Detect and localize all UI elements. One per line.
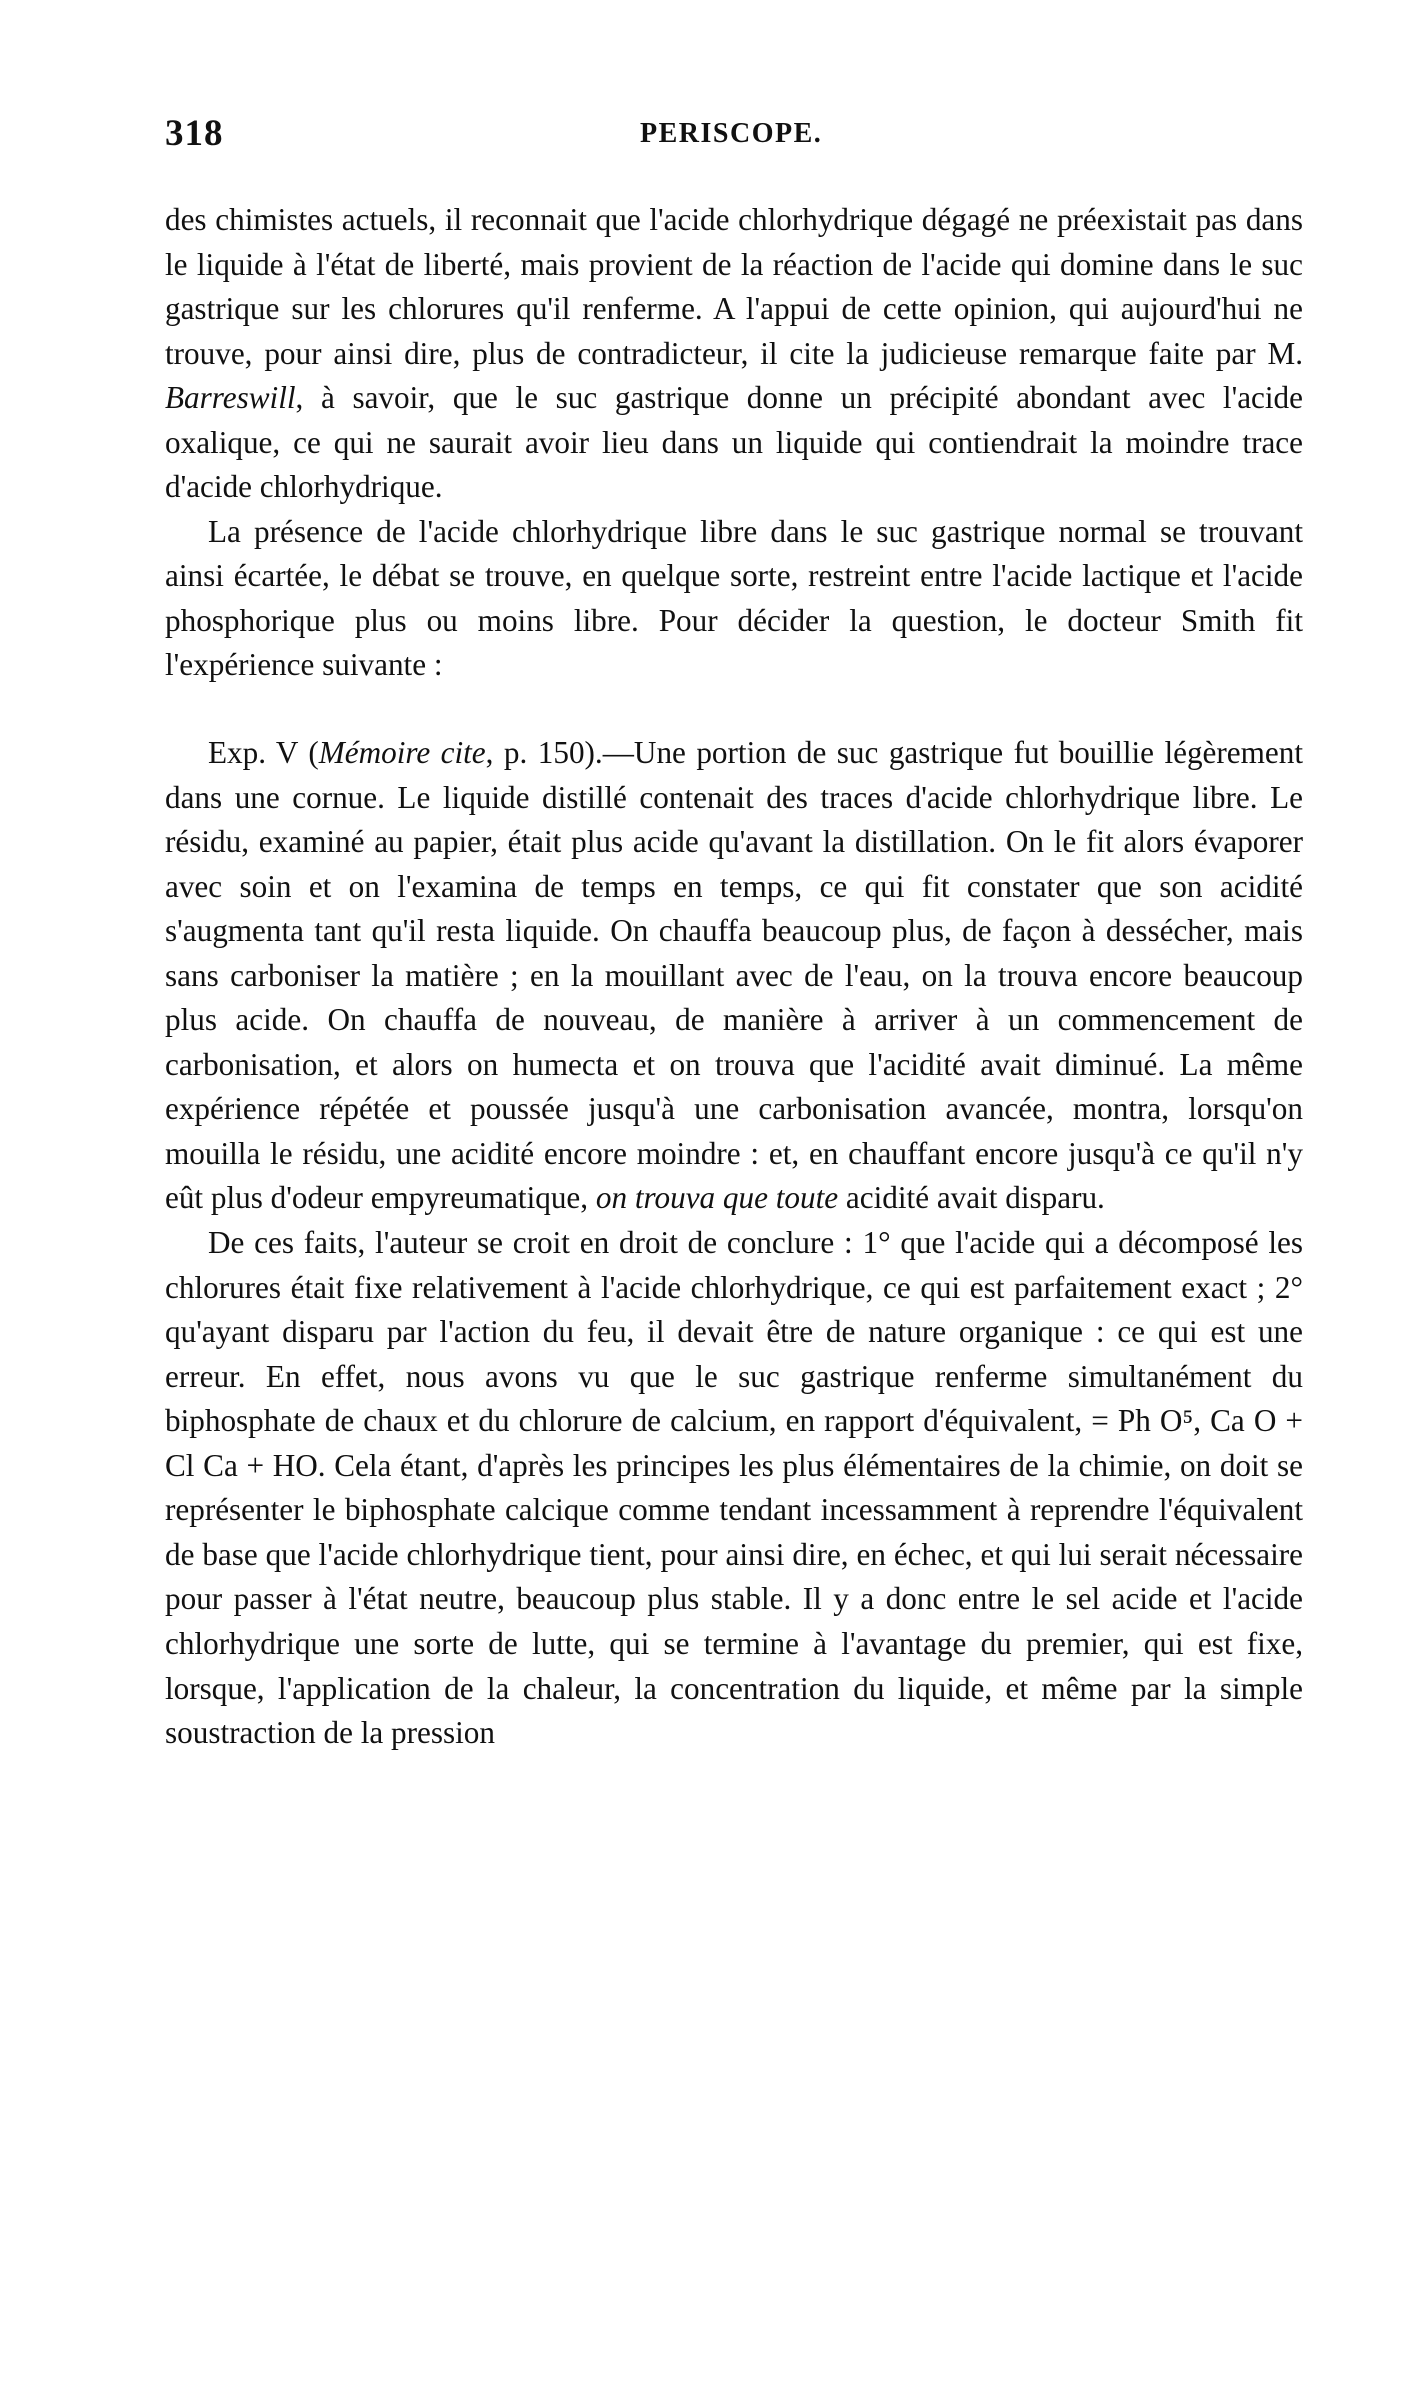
paragraph <box>165 731 1303 1221</box>
paragraph <box>165 510 1303 688</box>
paragraph <box>165 1221 1303 1756</box>
italic-text: on trouva que toute <box>595 1180 839 1216</box>
text-run: , p. 150).—Une portion de suc gastrique fut bouillie légèrement dans une cornue. Le liquide distillé contenait des traces d'acide chlorhydrique libre. Le résidu, examiné au papier, était plus acide qu'avant la distillation. On le fit alors évaporer avec soin et on l'examina de temps en temps, ce qui fit constater que son acidité s'augmenta tant qu'il resta liquide. On chauffa beaucoup plus, de façon à dessécher, mais sans carboniser la matière ; en la mouillant avec de l'eau, on la trouva encore beaucoup plus acide. On chauffa de nouveau, de manière à arriver à un commencement de carbonisation, et alors on humecta et on trouva que l'acidité avait diminué. La même expérience répétée et poussée jusqu'à une carbonisation avancée, montra, lorsqu'on mouilla le résidu, une acidité encore moindre : et, en chauffant encore jusqu'à ce qu'il n'y eût plus d'odeur empyreumatique, <box>165 735 1303 1216</box>
italic-text: Barreswill <box>165 380 296 416</box>
text-run: , à savoir, que le suc gastrique donne un précipité abondant avec l'acide oxalique, ce qui ne saurait avoir lieu dans un liquide qui contiendrait la moindre trace d'acide chlorhydrique. <box>165 380 1303 505</box>
text-run: acidité avait disparu. <box>838 1180 1105 1216</box>
text-run: des chimistes actuels, il reconnait que l'acide chlorhydrique dégagé ne préexistait pas dans le liquide à l'état de liberté, mais provient de la réaction de l'acide qui domine dans le suc gastrique sur les chlorures qu'il renferme. A l'appui de cette opinion, qui aujourd'hui ne trouve, pour ainsi dire, plus de contradicteur, il cite la judicieuse remarque faite par M. <box>165 202 1303 371</box>
paragraph-gap <box>165 688 1303 731</box>
running-title: PERISCOPE. <box>640 118 823 149</box>
page-number: 318 <box>165 113 224 154</box>
italic-text: Mémoire cite <box>318 735 486 771</box>
text-run: La présence de l'acide chlorhydrique libre dans le suc gastrique normal se trouvant ainsi écartée, le débat se trouve, en quelque sorte, restreint entre l'acide lactique et l'acide phosphorique plus ou moins libre. Pour décider la question, le docteur Smith fit l'expérience suivante : <box>165 513 1303 683</box>
text-run: De ces faits, l'auteur se croit en droit de conclure : 1° que l'acide qui a décomposé les chlorures était fixe relativement à l'acide chlorhydrique, ce qui est parfaitement exact ; 2° qu'ayant disparu par l'action du feu, il devait être de nature organique : ce qui est une erreur. En effet, nous avons vu que le suc gastrique renferme simultanément du biphosphate de chaux et du chlorure de calcium, en rapport d'équivalent, = Ph O⁵, Ca O + Cl Ca + HO. Cela étant, d'après les principes les plus élémentaires de la chimie, on doit se représenter le biphosphate calcique comme tendant incessamment à reprendre l'équivalent de base que l'acide chlorhydrique tient, pour ainsi dire, en échec, et qui lui serait nécessaire pour passer à l'état neutre, beaucoup plus stable. Il y a donc entre le sel acide et l'acide chlorhydrique une sorte de lutte, qui se termine à l'avantage du premier, qui est fixe, lorsque, l'application de la chaleur, la concentration du liquide, et même par la simple soustraction de la pression <box>165 1225 1303 1751</box>
body-text <box>165 198 1303 1756</box>
text-run: Exp. V ( <box>208 735 319 771</box>
paragraph <box>165 198 1303 510</box>
page-header <box>165 112 1305 162</box>
